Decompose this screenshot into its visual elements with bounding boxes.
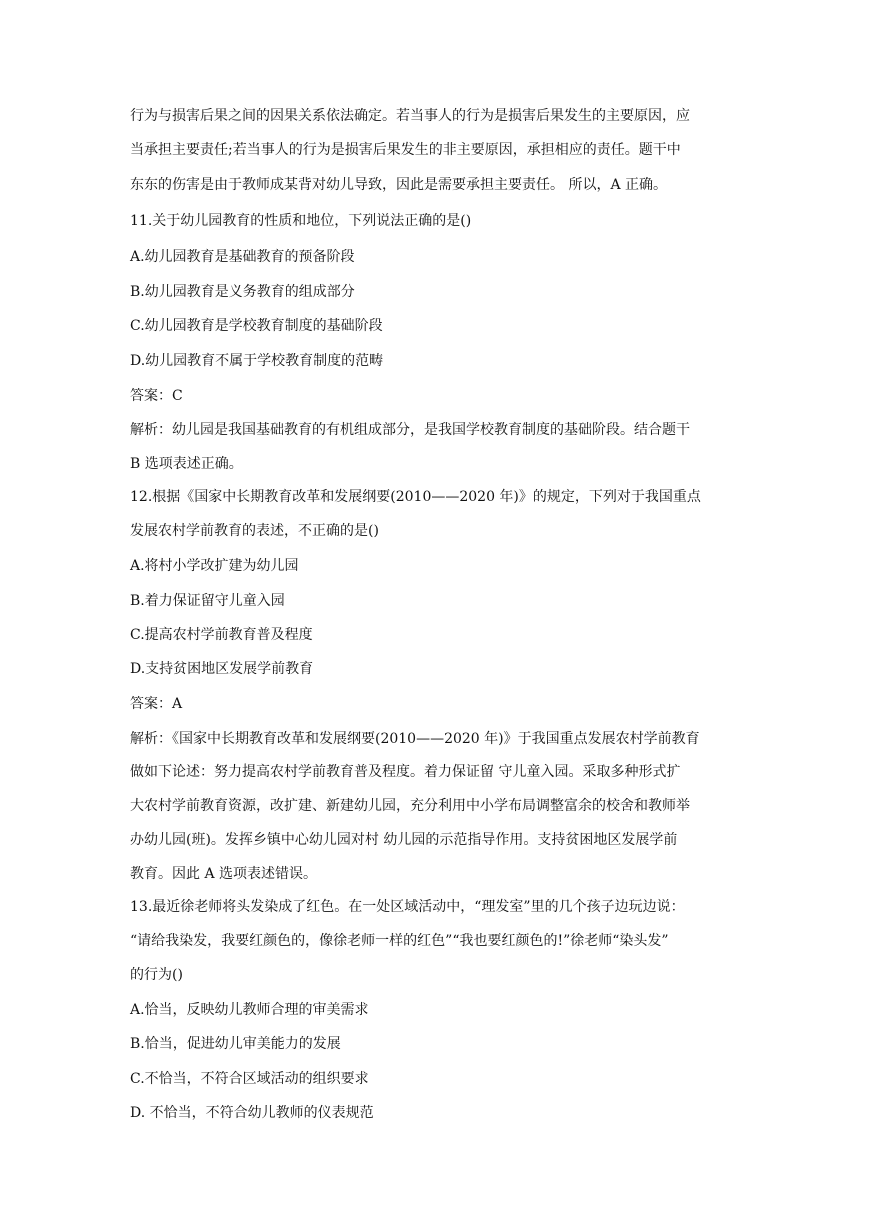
option-d: D. 不恰当，不符合幼儿教师的仪表规范: [130, 1105, 374, 1121]
analysis-line: 解析：《国家中长期教育改革和发展纲要(2010——2020 年)》于我国重点发展农村学前教育: [130, 731, 700, 747]
question-stem: 11.关于幼儿园教育的性质和地位，下列说法正确的是(): [130, 213, 472, 229]
question-stem: “请给我染发，我要红颜色的，像徐老师一样的红色”“我也要红颜色的!”徐老师“染头发”: [130, 933, 669, 949]
text-line: 行为与损害后果之间的因果关系依法确定。若当事人的行为是损害后果发生的主要原因，应: [130, 108, 690, 124]
question-stem: 12.根据《国家中长期教育改革和发展纲要(2010——2020 年)》的规定，下列对于我国重点: [130, 489, 701, 505]
analysis-line: 大农村学前教育资源，改扩建、新建幼儿园，充分利用中小学布局调整富余的校舍和教师举: [130, 798, 690, 814]
question-stem: 13.最近徐老师将头发染成了红色。在一处区域活动中，“理发室”里的几个孩子边玩边说：: [130, 899, 685, 915]
option-d: D.幼儿园教育不属于学校教育制度的范畴: [130, 353, 384, 369]
question-stem: 发展农村学前教育的表述，不正确的是(): [130, 523, 379, 539]
analysis-line: 办幼儿园(班)。发挥乡镇中心幼儿园对村 幼儿园的示范指导作用。支持贫困地区发展学前: [130, 832, 678, 848]
text-line: 东东的伤害是由于教师成某背对幼儿导致，因此是需要承担主要责任。 所以，A 正确。: [130, 177, 668, 193]
option-a: A.幼儿园教育是基础教育的预备阶段: [130, 249, 355, 265]
option-d: D.支持贫困地区发展学前教育: [130, 661, 314, 677]
option-c: C.不恰当，不符合区域活动的组织要求: [130, 1071, 369, 1087]
option-b: B.着力保证留守儿童入园: [130, 593, 285, 609]
analysis-line: B 选项表述正确。: [130, 456, 243, 472]
analysis-line: 做如下论述：努力提高农村学前教育普及程度。着力保证留 守儿童入园。采取多种形式扩: [130, 764, 681, 780]
option-b: B.幼儿园教育是义务教育的组成部分: [130, 284, 355, 300]
option-b: B.恰当，促进幼儿审美能力的发展: [130, 1036, 341, 1052]
option-a: A.将村小学改扩建为幼儿园: [130, 558, 299, 574]
analysis-line: 解析：幼儿园是我国基础教育的有机组成部分，是我国学校教育制度的基础阶段。结合题干: [130, 422, 690, 438]
text-line: 当承担主要责任;若当事人的行为是损害后果发生的非主要原因，承担相应的责任。题干中: [130, 142, 681, 158]
answer: 答案：A: [130, 696, 183, 712]
option-c: C.提高农村学前教育普及程度: [130, 627, 313, 643]
answer: 答案：C: [130, 388, 183, 404]
question-stem: 的行为(): [130, 967, 183, 983]
option-a: A.恰当，反映幼儿教师合理的审美需求: [130, 1002, 369, 1018]
analysis-line: 教育。因此 A 选项表述错误。: [130, 866, 318, 882]
option-c: C.幼儿园教育是学校教育制度的基础阶段: [130, 318, 383, 334]
